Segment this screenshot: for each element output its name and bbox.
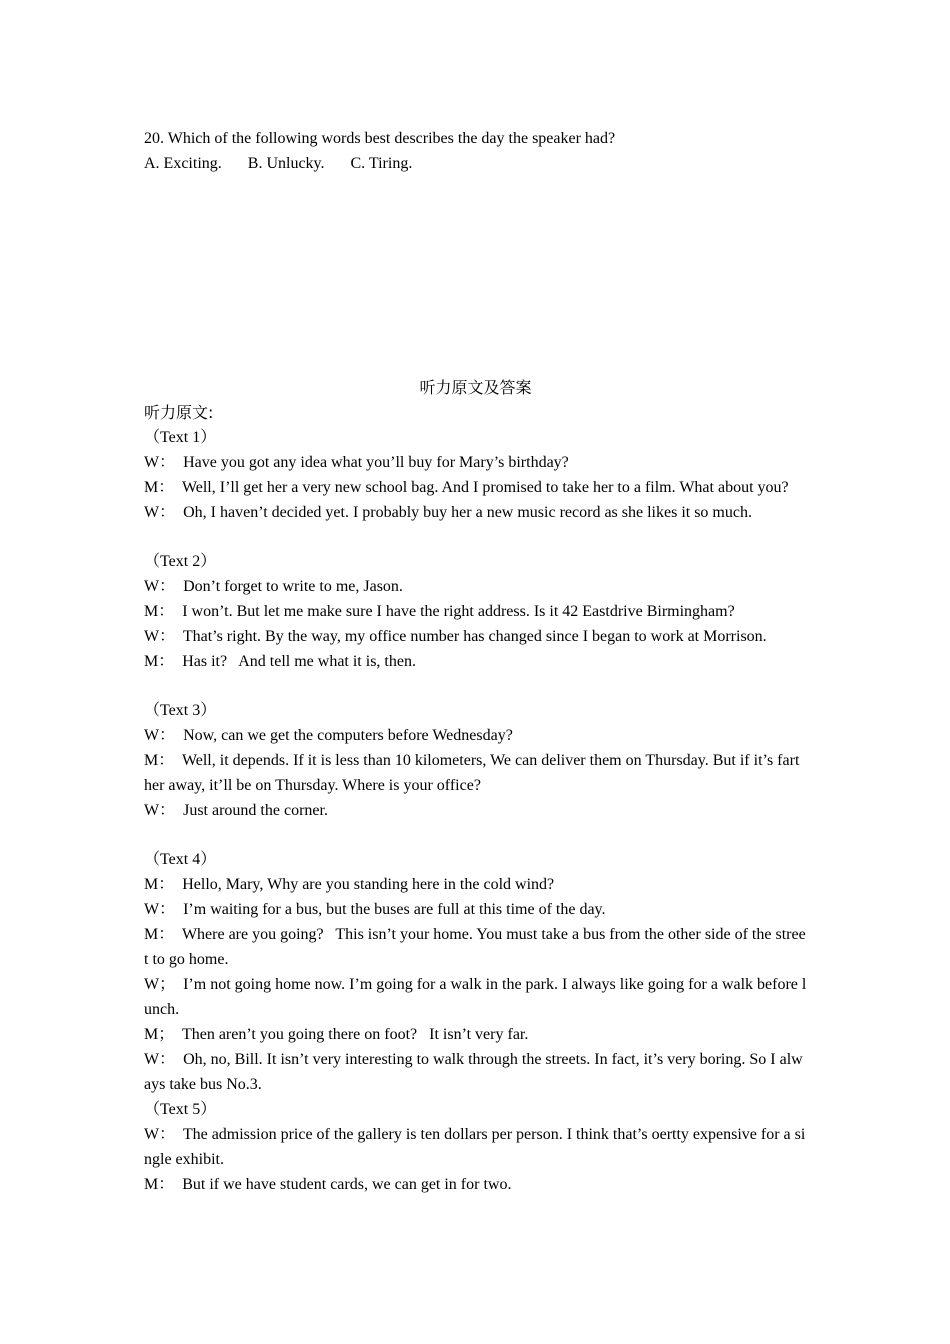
dialogue-line: M： Where are you going? This isn’t your home. You must take a bus from the other side of the street to go home.	[144, 926, 806, 968]
dialogue-line: W： Oh, no, Bill. It isn’t very interesting to walk through the streets. In fact, it’s very boring. So I always take bus No.3.	[144, 1051, 803, 1093]
dialogue-line: M： But if we have student cards, we can get in for two.	[144, 1176, 512, 1193]
document-page	[144, 126, 807, 1197]
dialogue-line: M： Well, it depends. If it is less than 10 kilometers, We can deliver them on Thursday. But if it’s farther away, it’ll be on Thursday. Where is your office?	[144, 752, 800, 794]
section-label: （Text 5）	[144, 1101, 217, 1118]
option-a: A. Exciting.	[144, 155, 222, 172]
dialogue-line: W： I’m waiting for a bus, but the buses are full at this time of the day.	[144, 901, 606, 918]
dialogue-line: M： Well, I’ll get her a very new school bag. And I promised to take her to a film. What about you?	[144, 479, 789, 496]
transcript-section-5	[144, 1097, 807, 1197]
transcript-section-1	[144, 425, 807, 525]
transcript-section-3	[144, 698, 807, 823]
dialogue-line: M： I won’t. But let me make sure I have the right address. Is it 42 Eastdrive Birmingham?	[144, 603, 735, 620]
page-gap	[144, 176, 807, 375]
dialogue-line: W： That’s right. By the way, my office number has changed since I began to work at Morrison.	[144, 628, 767, 645]
section-title: 听力原文及答案	[419, 378, 532, 397]
dialogue-line: W： Just around the corner.	[144, 802, 328, 819]
question-block	[144, 126, 807, 176]
blank-line	[144, 823, 807, 847]
dialogue-line: W： Oh, I haven’t decided yet. I probably buy her a new music record as she likes it so much.	[144, 504, 752, 521]
question-text: 20. Which of the following words best describes the day the speaker had?	[144, 130, 616, 147]
dialogue-line: W： Have you got any idea what you’ll buy for Mary’s birthday?	[144, 454, 569, 471]
dialogue-line: M； Then aren’t you going there on foot? It isn’t very far.	[144, 1026, 529, 1043]
section-label: （Text 3）	[144, 702, 217, 719]
dialogue-line: W： Don’t forget to write to me, Jason.	[144, 578, 403, 595]
transcript-section-4	[144, 847, 807, 1097]
transcript-section-2	[144, 549, 807, 674]
blank-line	[144, 525, 807, 549]
blank-line	[144, 674, 807, 698]
dialogue-line: W； I’m not going home now. I’m going for a walk in the park. I always like going for a walk before lunch.	[144, 976, 807, 1018]
section-label: （Text 4）	[144, 851, 217, 868]
dialogue-line: W： Now, can we get the computers before Wednesday?	[144, 727, 513, 744]
option-c: C. Tiring.	[350, 155, 413, 172]
option-b: B. Unlucky.	[247, 155, 325, 172]
dialogue-line: M： Hello, Mary, Why are you standing here in the cold wind?	[144, 876, 555, 893]
dialogue-line: M： Has it? And tell me what it is, then.	[144, 653, 416, 670]
transcript-heading: 听力原文:	[144, 403, 214, 422]
question-options	[144, 151, 807, 176]
section-label: （Text 2）	[144, 553, 217, 570]
dialogue-line: W： The admission price of the gallery is ten dollars per person. I think that’s oertty expensive for a single exhibit.	[144, 1126, 806, 1168]
section-label: （Text 1）	[144, 429, 217, 446]
